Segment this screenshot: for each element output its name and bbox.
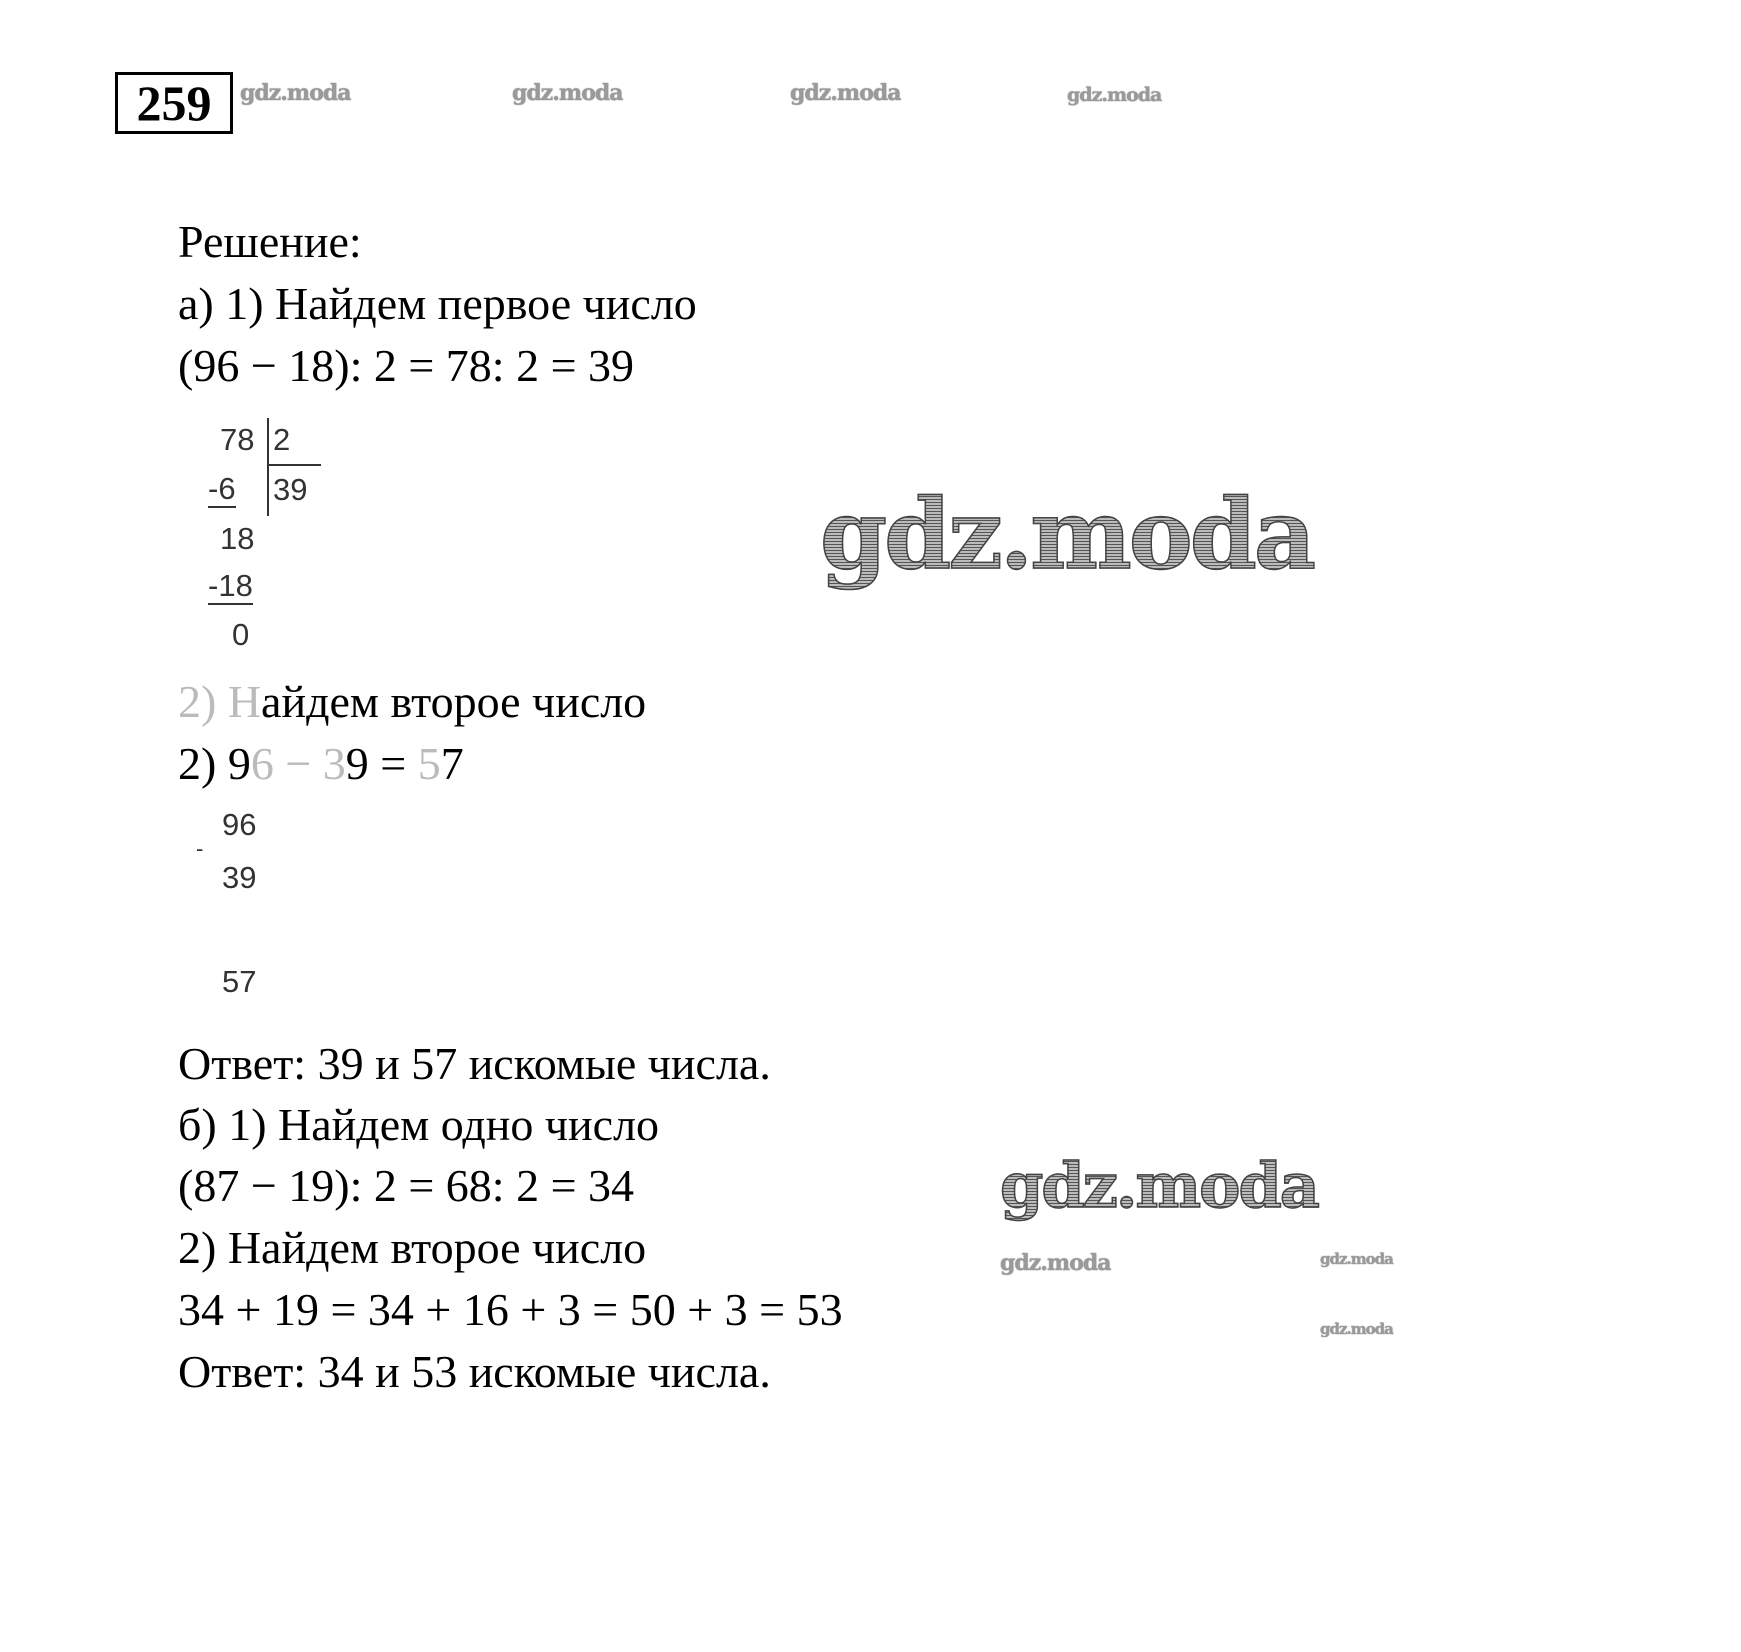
watermark: gdz.moda [1067, 84, 1162, 106]
text-part: 9 = [345, 738, 418, 789]
a-step1-expression: (96 − 18): 2 = 78: 2 = 39 [178, 340, 635, 391]
text-part: 2) Н [178, 676, 262, 727]
watermark-large: gdz.moda [820, 478, 1314, 591]
watermark: gdz.moda [512, 80, 623, 106]
divisor: 2 [273, 422, 291, 457]
quotient: 39 [273, 472, 308, 507]
a-step2-title [178, 676, 646, 728]
subtrahend: 39 [222, 860, 257, 895]
subtract-2: -18 [208, 568, 253, 603]
watermark: gdz.moda [790, 80, 901, 106]
b-answer: Ответ: 34 и 53 искомые числа. [178, 1346, 771, 1397]
watermark: gdz.moda [1320, 1320, 1393, 1338]
remainder-2: 0 [232, 617, 250, 652]
b-step1-expression: (87 − 19): 2 = 68: 2 = 34 [178, 1160, 635, 1211]
division-horizontal-line [268, 464, 321, 466]
text-part: 7 [440, 738, 464, 789]
division-vertical-line [267, 418, 269, 516]
minus-sign: - [196, 836, 204, 861]
b-step1-title: б) 1) Найдем одно число [178, 1099, 660, 1150]
minuend: 96 [222, 807, 257, 842]
text-part: 6 − 3 [250, 738, 346, 789]
a-answer: Ответ: 39 и 57 искомые числа. [178, 1038, 771, 1089]
b-step2-title: 2) Найдем второе число [178, 1222, 647, 1273]
text-part: 5 [417, 738, 441, 789]
a-step2-expression [178, 738, 464, 790]
subtract-1: -6 [208, 471, 236, 506]
watermark: gdz.moda [1000, 1250, 1111, 1276]
problem-number: 259 [115, 72, 233, 134]
text-part: 2) 9 [178, 738, 251, 789]
watermark: gdz.moda [240, 80, 351, 106]
dividend: 78 [220, 422, 255, 457]
difference: 57 [222, 964, 257, 999]
watermark: gdz.moda [1320, 1250, 1393, 1268]
remainder-1: 18 [220, 521, 255, 556]
b-step2-expression: 34 + 19 = 34 + 16 + 3 = 50 + 3 = 53 [178, 1284, 843, 1335]
solution-heading: Решение: [178, 216, 362, 267]
watermark-large: gdz.moda [1000, 1149, 1318, 1222]
a-step1-title: а) 1) Найдем первое число [178, 278, 697, 329]
text-part: айдем второе число [261, 676, 647, 727]
